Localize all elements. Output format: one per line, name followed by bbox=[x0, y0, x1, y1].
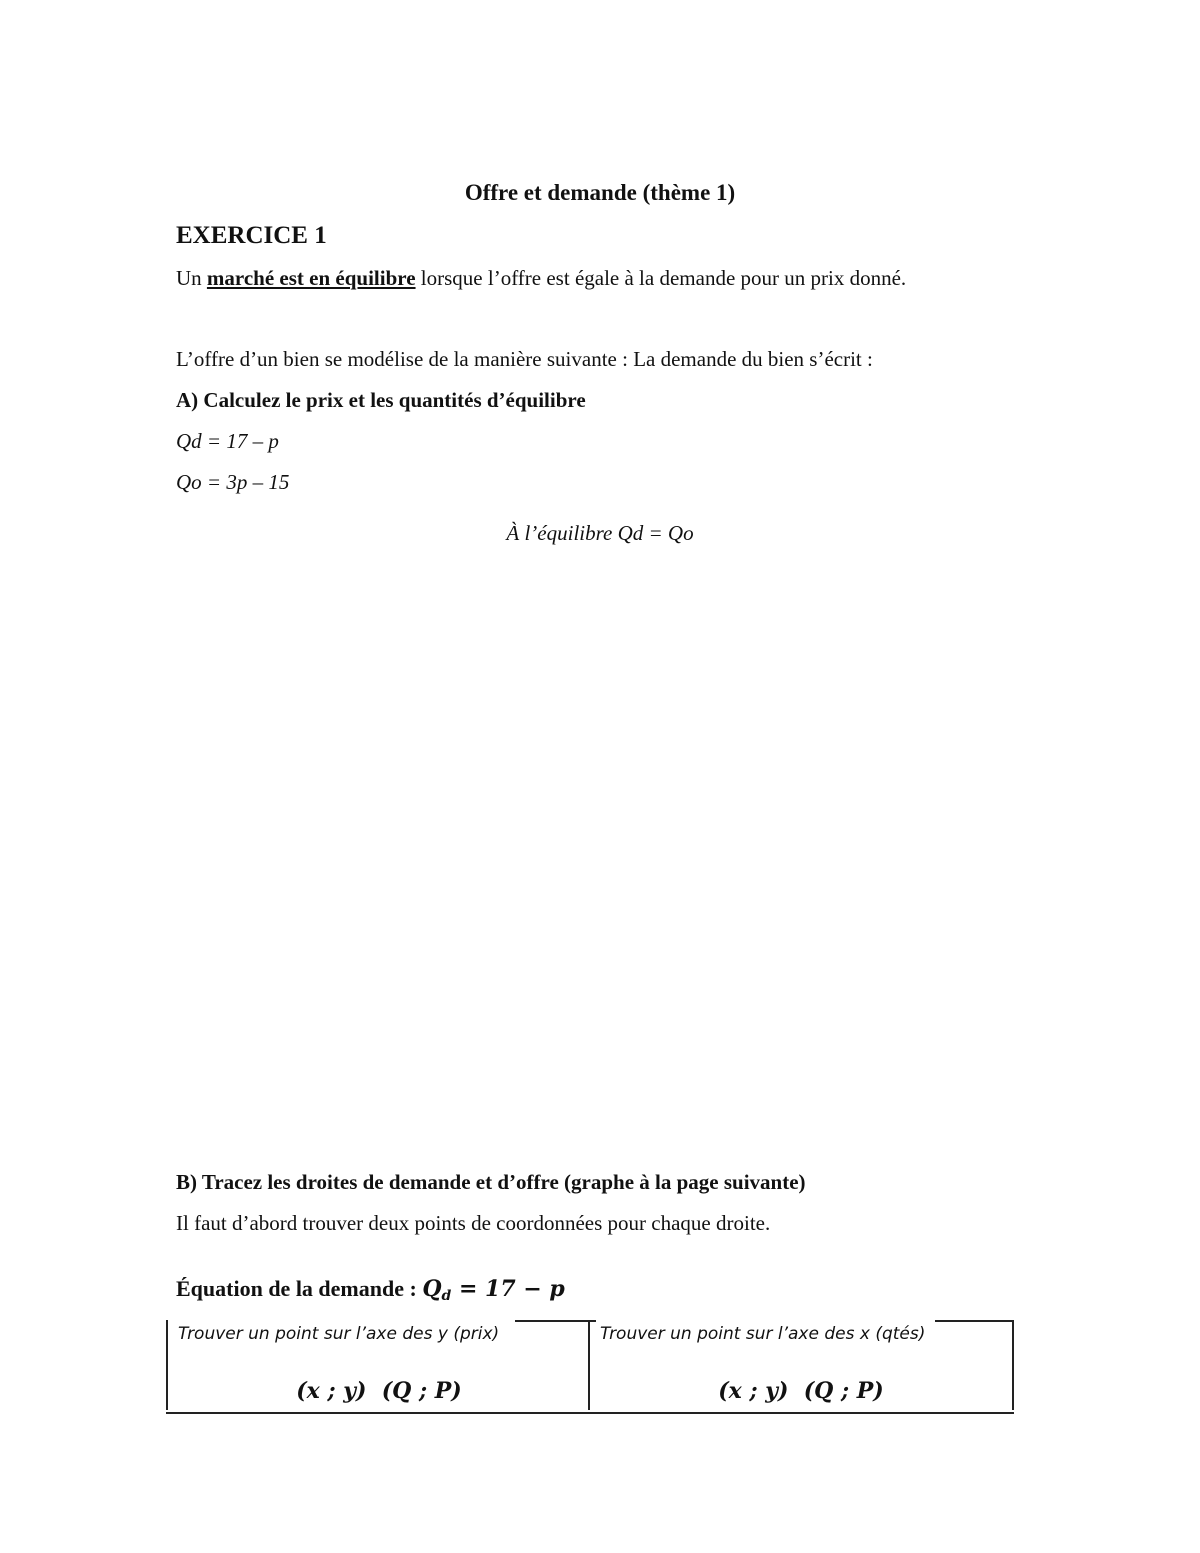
equation-q: Q bbox=[422, 1276, 442, 1302]
y-axis-coords: (x ; y) (Q ; P) bbox=[296, 1378, 462, 1404]
intro-after: lorsque l’offre est égale à la demande pour un prix donné. bbox=[415, 266, 907, 290]
cell-border-top-right bbox=[935, 1320, 1012, 1322]
demand-formula: Qd = 17 – p bbox=[176, 429, 279, 453]
equation-rhs: = 17 − p bbox=[451, 1276, 565, 1302]
question-a: A) Calculez le prix et les quantités d’équilibre bbox=[176, 388, 586, 412]
x-axis-hint: Trouver un point sur l’axe des x (qtés) bbox=[600, 1324, 926, 1344]
y-axis-hint: Trouver un point sur l’axe des y (prix) bbox=[178, 1324, 500, 1344]
equilibrium-condition: À l’équilibre Qd = Qo bbox=[506, 521, 694, 545]
instruction-text: Il faut d’abord trouver deux points de coordonnées pour chaque droite. bbox=[176, 1211, 771, 1235]
demand-equation-heading bbox=[176, 1276, 565, 1304]
demand-equation-math bbox=[422, 1276, 564, 1302]
page-title: Offre et demande (thème 1) bbox=[464, 180, 736, 205]
exercise-heading: EXERCICE 1 bbox=[176, 222, 327, 249]
table-cell-x-axis bbox=[588, 1320, 1014, 1410]
coordinates-table bbox=[166, 1320, 1014, 1414]
intro-term: marché est en équilibre bbox=[206, 266, 416, 290]
cell-border-top bbox=[515, 1320, 590, 1322]
model-sentence: L’offre d’un bien se modélise de la manière suivante : La demande du bien s’écrit : bbox=[176, 347, 873, 371]
question-b: B) Tracez les droites de demande et d’offre (graphe à la page suivante) bbox=[176, 1170, 806, 1194]
cell-border-top bbox=[590, 1320, 596, 1322]
table-cell-y-axis bbox=[166, 1320, 590, 1410]
x-axis-coords: (x ; y) (Q ; P) bbox=[718, 1378, 884, 1404]
demand-equation-label: Équation de la demande : bbox=[176, 1276, 423, 1301]
supply-formula: Qo = 3p – 15 bbox=[176, 470, 290, 494]
intro-before: Un bbox=[176, 266, 207, 290]
intro-paragraph bbox=[176, 266, 906, 291]
equation-subscript: d bbox=[441, 1288, 452, 1304]
